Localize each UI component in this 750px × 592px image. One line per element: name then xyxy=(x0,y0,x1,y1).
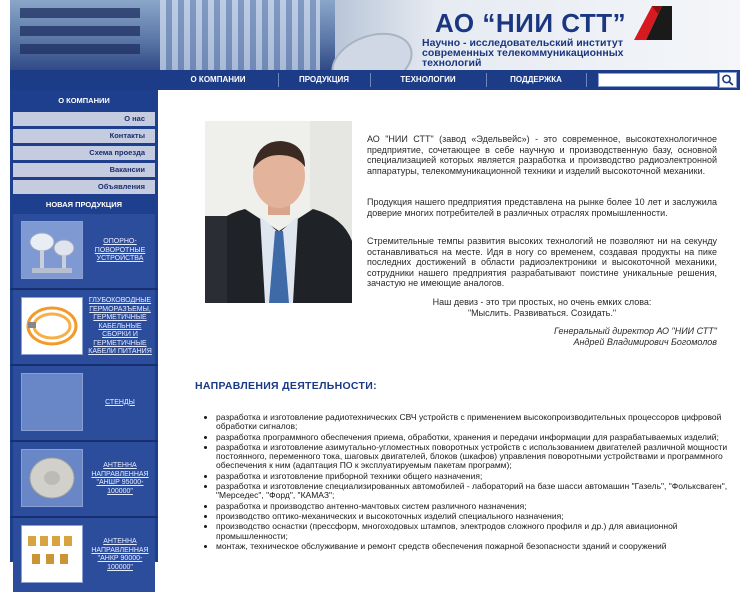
product-image-antenna-anshr[interactable] xyxy=(21,449,83,507)
product-item xyxy=(13,290,155,364)
product-item xyxy=(13,518,155,592)
intro-paragraph: АО "НИИ СТТ" (завод «Эдельвейс») - это современное, высокотехнологичное предприятие, сочетающее в себе научную и производственную базу, основной специализацией которых является разработка и производство радиоэлектронной аппаратуры, телекоммуникационной техники и изделий высокоточной механики. xyxy=(367,134,717,176)
list-item: • монтаж, техническое обслуживание и ремонт средств обеспечения пожарной безопасности зданий и сооружений xyxy=(216,542,736,551)
main-content xyxy=(160,90,740,562)
product-item xyxy=(13,366,155,440)
list-item: • производство оптико-механических и высокоточных изделий специального назначения; xyxy=(216,512,736,521)
list-item: • разработка программного обеспечения приема, обработки, хранения и передачи информации для разрабатываемых изделий; xyxy=(216,433,736,442)
activities-heading: НАПРАВЛЕНИЯ ДЕЯТЕЛЬНОСТИ: xyxy=(195,380,377,392)
search-button[interactable] xyxy=(719,72,737,88)
product-image-cables[interactable] xyxy=(21,297,83,355)
list-item: • разработка и изготовление специализированных автомобилей - лабораторий на базе шасси автомашин "Газель", "Фольксваген", "Мерседес", "Форд", "КАМАЗ"; xyxy=(216,482,736,501)
product-image-positioner[interactable] xyxy=(21,221,83,279)
motto-intro: Наш девиз - это три простых, но очень емких слова: xyxy=(432,297,652,307)
building-photo xyxy=(10,0,335,70)
product-image-stands[interactable] xyxy=(21,373,83,431)
sidebar-item-contacts[interactable]: Контакты xyxy=(13,129,155,143)
nav-item-products[interactable]: ПРОДУКЦИЯ xyxy=(298,75,350,84)
sidebar xyxy=(10,90,158,571)
product-item xyxy=(13,214,155,288)
technology-paragraph: Стремительные темпы развития высоких технологий не позволяют ни на секунду останавливаться на месте. Идя в ногу со временем, создавая продукты на пике последних достижений в области радиоэлектроники и высокоточной механики, сотрудники нашего предприятия разрабатывают поистине уникальные решения, зачастую не имеющие аналогов. xyxy=(367,236,717,289)
nav-item-company[interactable]: О КОМПАНИИ xyxy=(190,75,246,84)
product-link-antenna-ankr[interactable]: АНТЕННА НАПРАВЛЕННАЯ "АНКР 90000-100000" xyxy=(91,538,149,571)
product-item xyxy=(13,442,155,516)
sidebar-heading: О КОМПАНИИ xyxy=(58,96,110,105)
header-banner xyxy=(10,0,740,70)
list-item: • разработка и изготовление азимутально-угломестных поворотных устройств с использованием двигателей различной мощности постоянного, переменного тока, шаговых двигателей, блоков (шкафов) управления поворотными устройствами и программного обеспечения к ним (адаптация ПО к эксплуатируемым пакетам программ); xyxy=(216,443,736,471)
product-link-positioners[interactable]: ОПОРНО-ПОВОРОТНЫЕ УСТРОЙСТВА xyxy=(94,238,146,263)
list-item: • производство оснастки (прессформ, многоходовых штампов, электродов сложного профиля и др.) для авиационной промышленности; xyxy=(216,522,736,541)
list-item: • разработка и производство антенно-мачтовых систем различного назначения; xyxy=(216,502,736,511)
list-item: • разработка и изготовление радиотехнических СВЧ устройств с применением высокопроизводительных процессоров цифровой обработки сигналов; xyxy=(216,413,736,432)
market-paragraph: Продукция нашего предприятия представлена на рынке более 10 лет и заслужила доверие многих потребителей в различных отраслях промышленности. xyxy=(367,197,717,218)
sidebar-item-about[interactable]: О нас xyxy=(13,112,155,126)
sidebar-item-directions[interactable]: Схема проезда xyxy=(13,146,155,160)
company-logo-icon[interactable] xyxy=(632,4,674,42)
activities-list xyxy=(202,413,736,552)
motto-text: "Мыслить. Развиваться. Созидать." xyxy=(467,308,617,318)
signature-title: Генеральный директор АО "НИИ СТТ" xyxy=(554,326,717,336)
sidebar-item-announcements[interactable]: Объявления xyxy=(13,180,155,194)
nav-item-technologies[interactable]: ТЕХНОЛОГИИ xyxy=(400,75,456,84)
product-link-stands[interactable]: СТЕНДЫ xyxy=(105,398,135,406)
product-link-connectors[interactable]: ГЛУБОКОВОДНЫЕ ГЕРМОРАЗЪЕМЫ, ГЕРМЕТИЧНЫЕ КАБЕЛЬНЫЕ СБОРКИ И ГЕРМЕТИЧНЫЕ КАБЕЛИ ПИТАНИЯ xyxy=(88,297,152,356)
new-products-heading: НОВАЯ ПРОДУКЦИЯ xyxy=(45,200,123,209)
product-link-antenna-anshr[interactable]: АНТЕННА НАПРАВЛЕННАЯ "АНШР 95000-100000" xyxy=(91,462,149,495)
search-icon xyxy=(720,73,736,87)
product-image-antenna-ankr[interactable] xyxy=(21,525,83,583)
list-item: • разработка и изготовление приборной техники общего назначения; xyxy=(216,472,736,481)
sidebar-item-vacancies[interactable]: Вакансии xyxy=(13,163,155,177)
company-title: АО “НИИ СТТ” xyxy=(435,8,627,38)
signature-name: Андрей Владимирович Богомолов xyxy=(573,337,717,347)
director-photo xyxy=(205,121,352,303)
company-subtitle: Научно - исследовательский институт современных телекоммуникационных технологий xyxy=(422,37,624,69)
nav-item-support[interactable]: ПОДДЕРЖКА xyxy=(510,75,562,84)
search-input[interactable] xyxy=(598,73,718,87)
